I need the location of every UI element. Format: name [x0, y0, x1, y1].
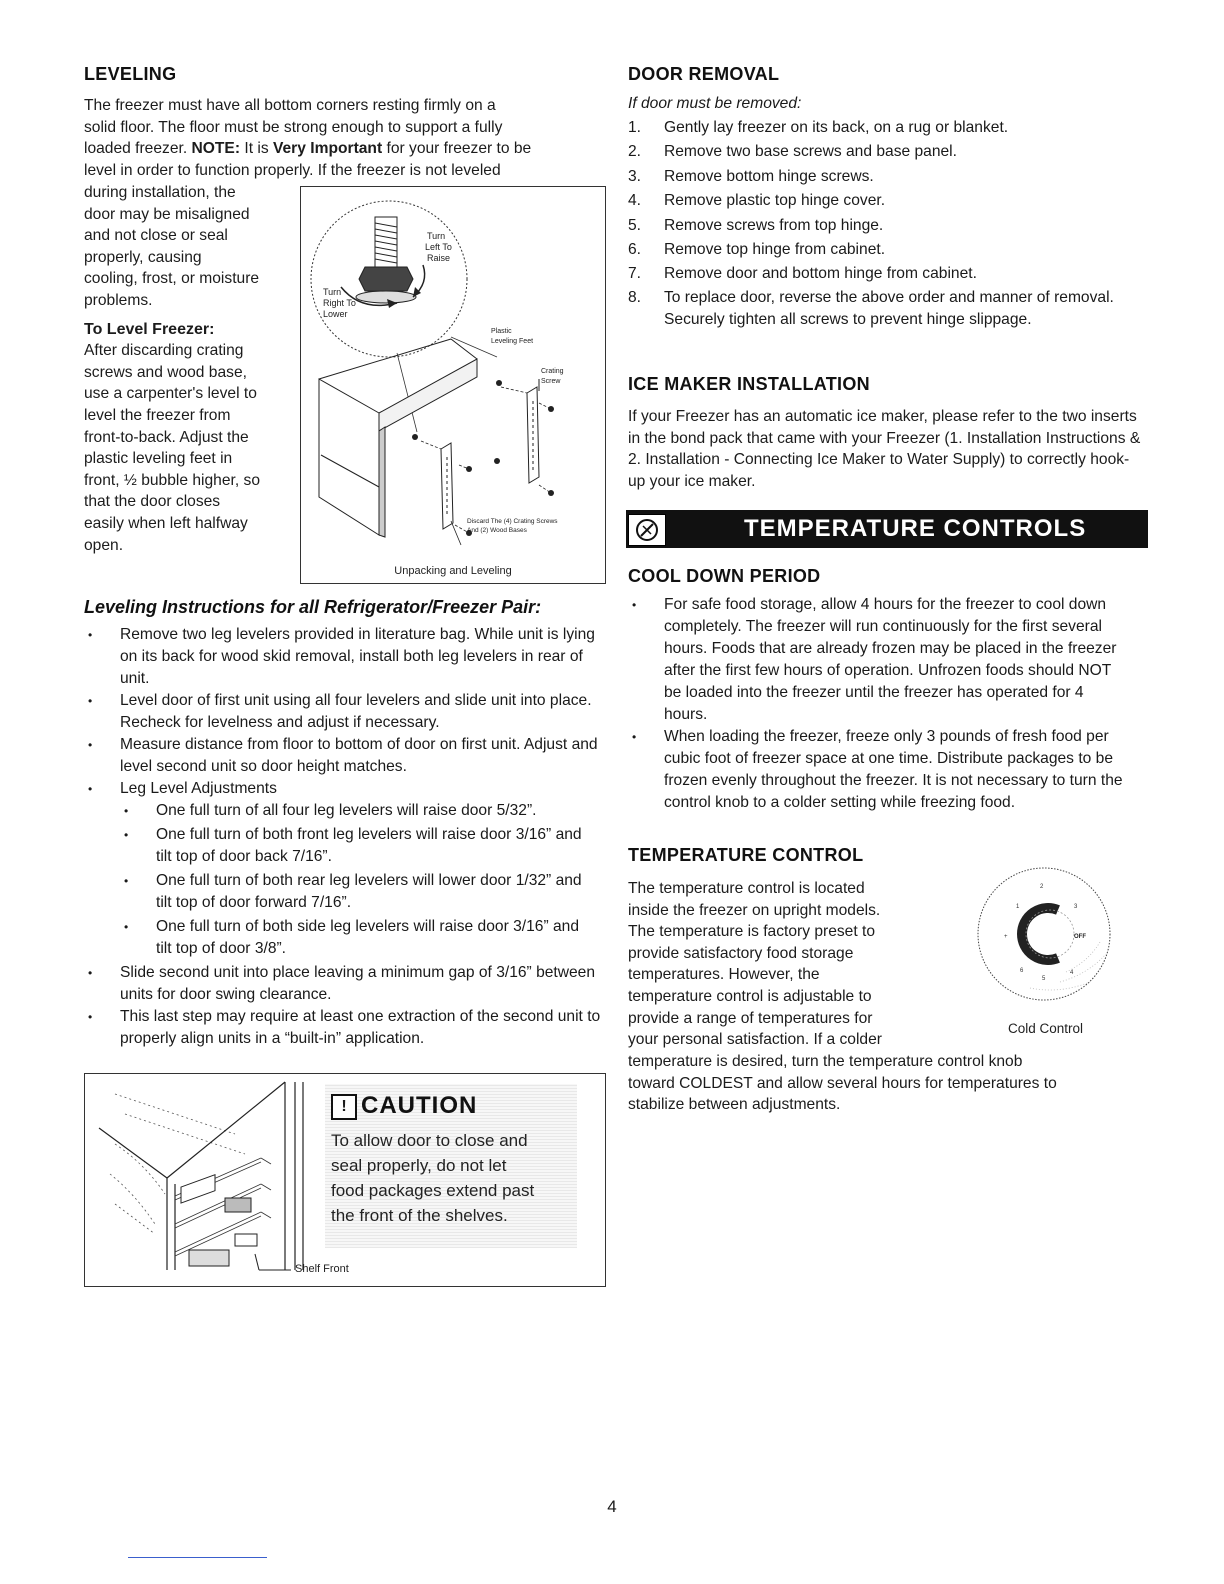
ice-maker-heading: ICE MAKER INSTALLATION [628, 374, 870, 394]
leg-adjustment-item: • One full turn of both side leg levelers will raise door 3/16” and tilt top of door 3/8”. [120, 916, 590, 960]
temperature-control-heading: TEMPERATURE CONTROL [628, 845, 864, 865]
ice-maker-body: If your Freezer has an automatic ice maker, please refer to the two inserts in the bond pack that came with your Freezer (1. Installation Instructions & 2. Installation - Connecting Ice Maker to Water Supply) to correctly hook-up your ice maker. [628, 408, 1141, 490]
step-number: 4. [628, 192, 642, 210]
temperature-controls-title: TEMPERATURE CONTROLS [744, 515, 1087, 542]
leveling-diagram [301, 187, 605, 583]
caution-line: the front of the shelves. [331, 1206, 508, 1225]
door-removal-step [628, 238, 1128, 262]
step-number: 8. [628, 288, 642, 306]
leg-adjustment-item: • One full turn of both rear leg levelers will lower door 1/32” and tilt top of door forward 7/16”. [120, 870, 590, 914]
temperature-control-wrap-text [628, 878, 938, 1051]
text-line: The temperature control is located [628, 880, 865, 897]
text-line: The temperature is factory preset to [628, 923, 876, 941]
caution-text [331, 1128, 534, 1228]
door-removal-step [628, 287, 1128, 331]
note-emphasis: Very Important [272, 140, 383, 158]
text-line: provide satisfactory food storage [628, 944, 854, 962]
text-line: front-to-back. Adjust the [84, 428, 249, 446]
pair-heading: Leveling Instructions for all Refrigerator/Freezer Pair: [84, 597, 542, 617]
text-line: cooling, frost, or moisture [84, 270, 260, 288]
svg-text:+: + [1004, 934, 1008, 940]
text-line: level the freezer from [84, 406, 231, 424]
step-text: Remove bottom hinge screws. [664, 167, 874, 185]
cool-down-bullet: • When loading the freezer, freeze only 3 pounds of fresh food per cubic foot of freezer space at one time. Distribute packages to be frozen evenly throughout the freezer. It is not necessary to turn the control knob to a colder setting while freezing food. [628, 726, 1128, 814]
to-level-freezer-heading: To Level Freezer: [84, 320, 215, 338]
step-number: 5. [628, 216, 642, 234]
leveling-intro-line: The freezer must have all bottom corners resting firmly on a [84, 97, 496, 114]
leg-adjustment-item: • One full turn of all four leg levelers will raise door 5/32”. [120, 800, 590, 822]
unpacking-leveling-figure [300, 186, 606, 584]
figure-caption: Unpacking and Leveling [394, 565, 512, 577]
note-text: for your freezer to be [382, 140, 532, 158]
leveling-heading: LEVELING [84, 64, 177, 84]
note-text: It is [240, 140, 273, 158]
dial-caption: Cold Control [1008, 1021, 1084, 1036]
svg-text:1: 1 [1016, 904, 1020, 910]
text-line: use a carpenter's level to [84, 385, 257, 403]
text-line: during installation, the [84, 184, 236, 201]
pair-bullet: • Level door of first unit using all four levelers and slide unit into place. Recheck for levelness and adjust if necessary. [84, 690, 604, 734]
door-removal-step [628, 116, 1128, 140]
text-line: your personal satisfaction. If a colder [628, 1031, 882, 1049]
svg-text:6: 6 [1020, 968, 1024, 974]
text-line: easily when left halfway [84, 514, 248, 532]
door-removal-step [628, 140, 1128, 164]
svg-text:5: 5 [1042, 976, 1046, 982]
text-line: After discarding crating [84, 342, 244, 360]
pair-bullet-list [84, 624, 604, 800]
temperature-control-text [628, 1051, 1148, 1116]
door-removal-heading: DOOR REMOVAL [628, 64, 780, 84]
step-text: Remove top hinge from cabinet. [664, 241, 886, 259]
caution-line: food packages extend past [331, 1181, 535, 1200]
door-removal-subheading: If door must be removed: [628, 95, 802, 112]
text-line: toward COLDEST and allow several hours for temperatures to [628, 1074, 1057, 1092]
leveling-intro-line: solid floor. The floor must be strong enough to support a fully [84, 118, 503, 136]
step-number: 1. [628, 119, 642, 136]
pair-bullet: • Remove two leg levelers provided in literature bag. While unit is lying on its back for wood skid removal, install both leg levelers in rear of unit. [84, 624, 604, 690]
text-line: problems. [84, 291, 153, 309]
note-label: NOTE: [191, 140, 241, 158]
cool-down-list [628, 594, 1128, 814]
text-line: door may be misaligned [84, 205, 250, 223]
leveling-intro-line: loaded freezer. [84, 140, 188, 158]
text-line: and not close or seal [84, 227, 228, 245]
turn-left-label-2: Left To [425, 242, 452, 252]
caution-title: CAUTION [361, 1092, 478, 1119]
cool-down-bullet: • For safe food storage, allow 4 hours for the freezer to cool down completely. The freezer will run continuously for the first several hours. Foods that are already frozen may be placed in the freezer after the first few hours of operation. Unfrozen foods should NOT be loaded into the freezer until the freezer has operated for 4 hours. [628, 594, 1128, 726]
step-text: Remove two base screws and base panel. [664, 143, 957, 161]
caution-line: To allow door to close and [331, 1131, 528, 1150]
pair-instructions [84, 624, 604, 1050]
text-line: open. [84, 536, 124, 554]
door-removal-step [628, 165, 1128, 189]
svg-text:3: 3 [1074, 904, 1078, 910]
door-removal-step [628, 214, 1128, 238]
leveling-intro [84, 95, 606, 181]
text-line: temperature control is adjustable to [628, 987, 872, 1005]
text-line: that the door closes [84, 493, 221, 511]
temperature-controls-banner [626, 510, 1148, 548]
shelf-front-label: Shelf Front [295, 1263, 349, 1275]
step-text: Remove screws from top hinge. [664, 216, 884, 234]
shelf-illustration [85, 1074, 325, 1286]
turn-right-label-1: Turn [323, 287, 342, 297]
thermostat-icon [628, 514, 666, 546]
step-text: To replace door, reverse the above order and manner of removal. Securely tighten all screws to prevent hinge slippage. [664, 288, 1114, 328]
leg-adjustment-list [120, 800, 590, 960]
text-line: plastic leveling feet in [84, 450, 233, 468]
step-number: 2. [628, 143, 642, 161]
dial-off-label: OFF [1074, 934, 1086, 940]
discard-label-1: Discard The (4) Crating Screws [467, 518, 558, 525]
turn-left-label-1: Turn [427, 231, 446, 241]
leg-adjustment-item: • One full turn of both front leg levelers will raise door 3/16” and tilt top of door back 7/16”. [120, 824, 590, 868]
warning-icon: ! [331, 1094, 357, 1120]
turn-right-label-3: Lower [323, 309, 348, 319]
caution-panel [325, 1084, 577, 1248]
step-number: 6. [628, 241, 642, 259]
door-removal-steps [628, 116, 1128, 331]
svg-text:2: 2 [1040, 884, 1044, 890]
pair-bullet: • Measure distance from floor to bottom of door on first unit. Adjust and level second unit so door height matches. [84, 734, 604, 778]
caution-figure [84, 1073, 606, 1287]
leveling-wrap-text [84, 182, 299, 556]
svg-text:4: 4 [1070, 970, 1074, 976]
step-text: Remove plastic top hinge cover. [664, 192, 886, 210]
text-line: inside the freezer on upright models. [628, 901, 881, 919]
text-line: stabilize between adjustments. [628, 1096, 841, 1114]
text-line: front, ½ bubble higher, so [84, 471, 260, 489]
plastic-feet-label-1: Plastic [491, 328, 512, 335]
caution-line: seal properly, do not let [331, 1156, 507, 1175]
pair-bullet: • This last step may require at least one extraction of the second unit to properly align units in a “built-in” application. [84, 1006, 604, 1050]
pair-bullet: • Slide second unit into place leaving a minimum gap of 3/16” between units for door swing clearance. [84, 962, 604, 1006]
discard-label-2: And (2) Wood Bases [467, 527, 527, 534]
pair-bullet-list-2 [84, 962, 604, 1050]
cool-down-heading: COOL DOWN PERIOD [628, 566, 821, 586]
step-text: Remove door and bottom hinge from cabinet. [664, 265, 977, 283]
leveling-intro-line: level in order to function properly. If the freezer is not leveled [84, 161, 501, 179]
text-line: temperature is desired, turn the temperature control knob [628, 1053, 1023, 1070]
text-line: provide a range of temperatures for [628, 1009, 873, 1027]
step-number: 3. [628, 167, 642, 185]
text-line: screws and wood base, [84, 363, 247, 381]
pair-bullet: • Leg Level Adjustments [84, 778, 604, 800]
cold-control-dial [970, 862, 1120, 1012]
step-text: Gently lay freezer on its back, on a rug or blanket. [664, 119, 1009, 136]
turn-left-label-3: Raise [427, 253, 451, 263]
turn-right-label-2: Right To [323, 298, 356, 308]
crating-screw-label-2: Screw [541, 378, 561, 385]
page-number: 4 [607, 1497, 617, 1516]
crating-screw-label-1: Crating [541, 368, 564, 375]
leveling-note-line [84, 138, 606, 160]
footer-rule [128, 1557, 267, 1558]
step-number: 7. [628, 265, 642, 283]
text-line: temperatures. However, the [628, 966, 820, 984]
door-removal-step [628, 262, 1128, 286]
door-removal-step [628, 189, 1128, 213]
text-line: properly, causing [84, 248, 202, 266]
plastic-feet-label-2: Leveling Feet [491, 338, 534, 345]
